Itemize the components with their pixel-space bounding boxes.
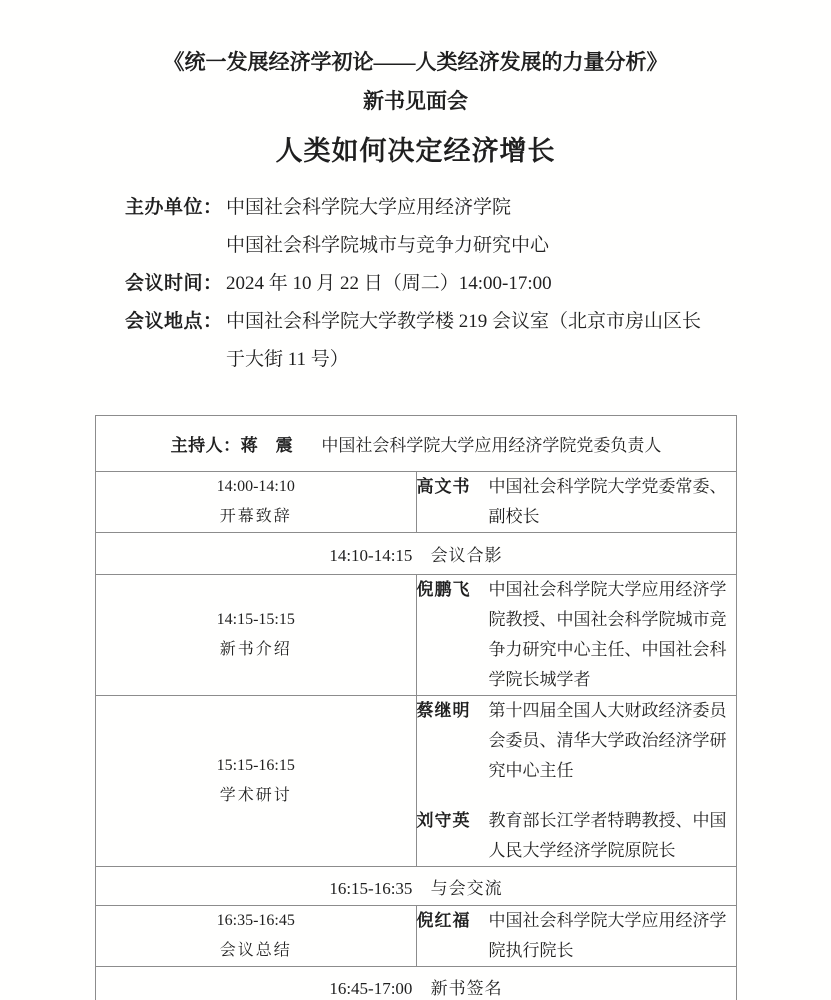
summary-time-slot: 16:35-16:45 [216,912,295,929]
organizer-name-2: 中国社会科学院城市与竞争力研究中心 [226,235,550,256]
organizer-label: 主办单位： [125,197,223,218]
break-row-signing [96,967,737,1000]
signing-label: 新书签名 [430,979,503,998]
speaker-name: 刘守英 [416,811,471,830]
speaker-row [417,575,737,695]
exchange-label: 与会交流 [430,878,503,898]
host-label: 主持人：蒋 震 [170,436,294,455]
organizer-value [226,189,718,265]
meeting-time-row [125,265,831,303]
intro-session-title: 新书介绍 [219,641,292,658]
seminar-speaker-cell [416,696,737,867]
speaker-name: 蔡继明 [416,701,471,720]
opening-time-cell [96,472,417,533]
speaker-row [417,696,737,786]
venue-row [125,303,831,379]
signing-cell [96,967,737,1000]
summary-session-title: 会议总结 [219,942,292,959]
speaker-row [417,472,737,532]
opening-session-title: 开幕致辞 [219,508,292,525]
meeting-time-label: 会议时间： [125,273,223,294]
intro-speaker-cell [416,575,737,696]
session-row-opening [96,472,737,533]
speaker-desc: 中国社会科学院大学应用经济学院教授、中国社会科学院城市竞争力研究中心主任、中国社会科学院长城学者 [488,580,727,689]
speaker-desc: 中国社会科学院大学党委常委、副校长 [488,477,727,526]
seminar-time-cell [96,696,417,867]
book-title: 《统一发展经济学初论——人类经济发展的力量分析》 [163,50,668,74]
opening-time-slot: 14:00-14:10 [216,478,295,495]
meta-info [125,189,831,379]
session-row-seminar [96,696,737,867]
seminar-session-title: 学术研讨 [219,787,292,804]
host-desc: 中国社会科学院大学应用经济学院党委负责人 [321,436,662,455]
session-row-summary [96,906,737,967]
speaker-row [417,806,737,866]
main-heading: 人类如何决定经济增长 [275,136,556,166]
organizer-name-1: 中国社会科学院大学应用经济学院 [226,197,512,218]
break-row-exchange [96,867,737,906]
signing-time-slot: 16:45-17:00 [329,979,413,998]
venue-label: 会议地点： [125,311,223,332]
summary-time-cell [96,906,417,967]
speaker-desc: 教育部长江学者特聘教授、中国人民大学经济学院原院长 [488,811,727,860]
speaker-name: 倪红福 [416,911,471,930]
session-row-book-intro [96,575,737,696]
photo-cell [96,533,737,575]
opening-speaker-cell [416,472,737,533]
host-cell [96,416,737,472]
speaker-row [417,906,737,966]
venue-value: 中国社会科学院大学教学楼 219 会议室（北京市房山区长于大街 11 号） [226,311,702,370]
seminar-time-slot: 15:15-16:15 [216,757,295,774]
exchange-time-slot: 16:15-16:35 [329,878,413,898]
summary-speaker-cell [416,906,737,967]
title-block [0,0,831,165]
break-row-photo [96,533,737,575]
photo-time-slot: 14:10-14:15 [329,546,413,565]
speaker-name: 高文书 [416,477,471,496]
speaker-desc: 第十四届全国人大财政经济委员会委员、清华大学政治经济学研究中心主任 [488,701,727,780]
host-row [96,416,737,472]
speaker-name: 倪鹏飞 [416,580,471,599]
exchange-cell [96,867,737,906]
agenda-table [95,415,737,1000]
intro-time-slot: 14:15-15:15 [216,611,295,628]
speaker-desc: 中国社会科学院大学应用经济学院执行院长 [488,911,727,960]
photo-label: 会议合影 [430,546,503,565]
meeting-time-value: 2024 年 10 月 22 日（周二）14:00-17:00 [226,273,552,294]
event-type-subtitle: 新书见面会 [363,89,468,113]
intro-time-cell [96,575,417,696]
organizer-row [125,189,831,265]
